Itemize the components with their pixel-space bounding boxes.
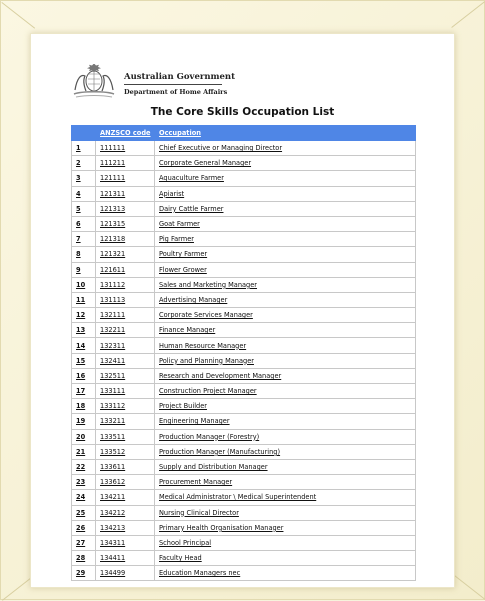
table-row xyxy=(72,505,416,520)
document-title: The Core Skills Occupation List xyxy=(150,106,335,118)
row-number: 19 xyxy=(72,414,96,429)
row-number: 25 xyxy=(72,505,96,520)
row-number: 12 xyxy=(72,308,96,323)
table-row xyxy=(72,520,416,535)
column-header-anzsco-code: ANZSCO code xyxy=(96,126,155,141)
anzsco-code-cell: 133112 xyxy=(96,399,155,414)
occupation-cell: Chief Executive or Managing Director xyxy=(155,141,416,156)
anzsco-code-cell: 133511 xyxy=(96,429,155,444)
occupation-cell: Corporate Services Manager xyxy=(155,308,416,323)
anzsco-code-cell: 131112 xyxy=(96,277,155,292)
anzsco-code-cell: 133211 xyxy=(96,414,155,429)
row-number: 28 xyxy=(72,551,96,566)
anzsco-code-cell: 134213 xyxy=(96,520,155,535)
row-number: 7 xyxy=(72,232,96,247)
frame-corner-line xyxy=(1,2,35,29)
table-body xyxy=(72,141,416,581)
table-row xyxy=(72,156,416,171)
table-row xyxy=(72,475,416,490)
row-number: 20 xyxy=(72,429,96,444)
occupation-cell: Production Manager (Forestry) xyxy=(155,429,416,444)
row-number: 18 xyxy=(72,399,96,414)
occupation-cell: Advertising Manager xyxy=(155,292,416,307)
anzsco-code-cell: 134411 xyxy=(96,551,155,566)
row-number: 15 xyxy=(72,353,96,368)
anzsco-code-cell: 111211 xyxy=(96,156,155,171)
frame-corner-line xyxy=(451,1,485,28)
occupation-cell: Goat Farmer xyxy=(155,216,416,231)
table-row xyxy=(72,201,416,216)
occupation-cell: School Principal xyxy=(155,535,416,550)
table-row xyxy=(72,141,416,156)
occupation-cell: Apiarist xyxy=(155,186,416,201)
table-row xyxy=(72,490,416,505)
occupation-cell: Construction Project Manager xyxy=(155,384,416,399)
table-row xyxy=(72,535,416,550)
occupation-cell: Faculty Head xyxy=(155,551,416,566)
table-row xyxy=(72,277,416,292)
table-row xyxy=(72,232,416,247)
anzsco-code-cell: 134211 xyxy=(96,490,155,505)
occupation-cell: Human Resource Manager xyxy=(155,338,416,353)
government-name: Australian Government xyxy=(124,72,236,82)
occupation-cell: Supply and Distribution Manager xyxy=(155,459,416,474)
row-number: 8 xyxy=(72,247,96,262)
row-number: 10 xyxy=(72,277,96,292)
government-header xyxy=(72,64,272,104)
row-number: 21 xyxy=(72,444,96,459)
anzsco-code-cell: 121611 xyxy=(96,262,155,277)
header-divider xyxy=(124,84,222,85)
table-row xyxy=(72,216,416,231)
table-row xyxy=(72,186,416,201)
anzsco-code-cell: 121313 xyxy=(96,201,155,216)
row-number: 16 xyxy=(72,368,96,383)
table-row xyxy=(72,292,416,307)
occupation-cell: Dairy Cattle Farmer xyxy=(155,201,416,216)
anzsco-code-cell: 132311 xyxy=(96,338,155,353)
table-row xyxy=(72,444,416,459)
anzsco-code-cell: 133512 xyxy=(96,444,155,459)
anzsco-code-cell: 134311 xyxy=(96,535,155,550)
occupation-cell: Primary Health Organisation Manager xyxy=(155,520,416,535)
occupation-cell: Aquaculture Farmer xyxy=(155,171,416,186)
row-number: 3 xyxy=(72,171,96,186)
row-number: 13 xyxy=(72,323,96,338)
occupation-cell: Nursing Clinical Director xyxy=(155,505,416,520)
anzsco-code-cell: 121311 xyxy=(96,186,155,201)
table-row xyxy=(72,247,416,262)
anzsco-code-cell: 132511 xyxy=(96,368,155,383)
anzsco-code-cell: 132411 xyxy=(96,353,155,368)
table-row xyxy=(72,384,416,399)
row-number: 26 xyxy=(72,520,96,535)
anzsco-code-cell: 121315 xyxy=(96,216,155,231)
occupation-cell: Finance Manager xyxy=(155,323,416,338)
table-header-row xyxy=(72,126,416,141)
row-number: 17 xyxy=(72,384,96,399)
anzsco-code-cell: 133612 xyxy=(96,475,155,490)
row-number: 23 xyxy=(72,475,96,490)
occupation-cell: Pig Farmer xyxy=(155,232,416,247)
table-row xyxy=(72,459,416,474)
anzsco-code-cell: 111111 xyxy=(96,141,155,156)
row-number: 6 xyxy=(72,216,96,231)
row-number: 11 xyxy=(72,292,96,307)
occupation-cell: Medical Administrator \ Medical Superintendent xyxy=(155,490,416,505)
occupation-cell: Education Managers nec xyxy=(155,566,416,581)
occupation-cell: Sales and Marketing Manager xyxy=(155,277,416,292)
occupation-cell: Poultry Farmer xyxy=(155,247,416,262)
row-number: 27 xyxy=(72,535,96,550)
occupation-cell: Policy and Planning Manager xyxy=(155,353,416,368)
coat-of-arms-icon xyxy=(72,64,116,100)
table-row xyxy=(72,566,416,581)
row-number: 22 xyxy=(72,459,96,474)
occupation-cell: Engineering Manager xyxy=(155,414,416,429)
anzsco-code-cell: 121318 xyxy=(96,232,155,247)
anzsco-code-cell: 121111 xyxy=(96,171,155,186)
column-header-number xyxy=(72,126,96,141)
occupation-cell: Flower Grower xyxy=(155,262,416,277)
table-row xyxy=(72,262,416,277)
row-number: 14 xyxy=(72,338,96,353)
anzsco-code-cell: 121321 xyxy=(96,247,155,262)
row-number: 4 xyxy=(72,186,96,201)
anzsco-code-cell: 132111 xyxy=(96,308,155,323)
anzsco-code-cell: 132211 xyxy=(96,323,155,338)
anzsco-code-cell: 133611 xyxy=(96,459,155,474)
table-row xyxy=(72,429,416,444)
department-name: Department of Home Affairs xyxy=(124,88,228,96)
row-number: 24 xyxy=(72,490,96,505)
row-number: 2 xyxy=(72,156,96,171)
row-number: 9 xyxy=(72,262,96,277)
table-row xyxy=(72,353,416,368)
column-header-occupation: Occupation xyxy=(155,126,416,141)
table-row xyxy=(72,551,416,566)
table-row xyxy=(72,323,416,338)
table-row xyxy=(72,368,416,383)
occupation-cell: Project Builder xyxy=(155,399,416,414)
occupation-table xyxy=(71,125,416,581)
anzsco-code-cell: 131113 xyxy=(96,292,155,307)
anzsco-code-cell: 133111 xyxy=(96,384,155,399)
row-number: 5 xyxy=(72,201,96,216)
occupation-cell: Research and Development Manager xyxy=(155,368,416,383)
anzsco-code-cell: 134499 xyxy=(96,566,155,581)
table-row xyxy=(72,399,416,414)
table-row xyxy=(72,171,416,186)
occupation-cell: Procurement Manager xyxy=(155,475,416,490)
row-number: 29 xyxy=(72,566,96,581)
occupation-cell: Corporate General Manager xyxy=(155,156,416,171)
table-row xyxy=(72,414,416,429)
anzsco-code-cell: 134212 xyxy=(96,505,155,520)
frame-corner-line xyxy=(452,573,485,600)
row-number: 1 xyxy=(72,141,96,156)
table-row xyxy=(72,338,416,353)
occupation-cell: Production Manager (Manufacturing) xyxy=(155,444,416,459)
table-row xyxy=(72,308,416,323)
